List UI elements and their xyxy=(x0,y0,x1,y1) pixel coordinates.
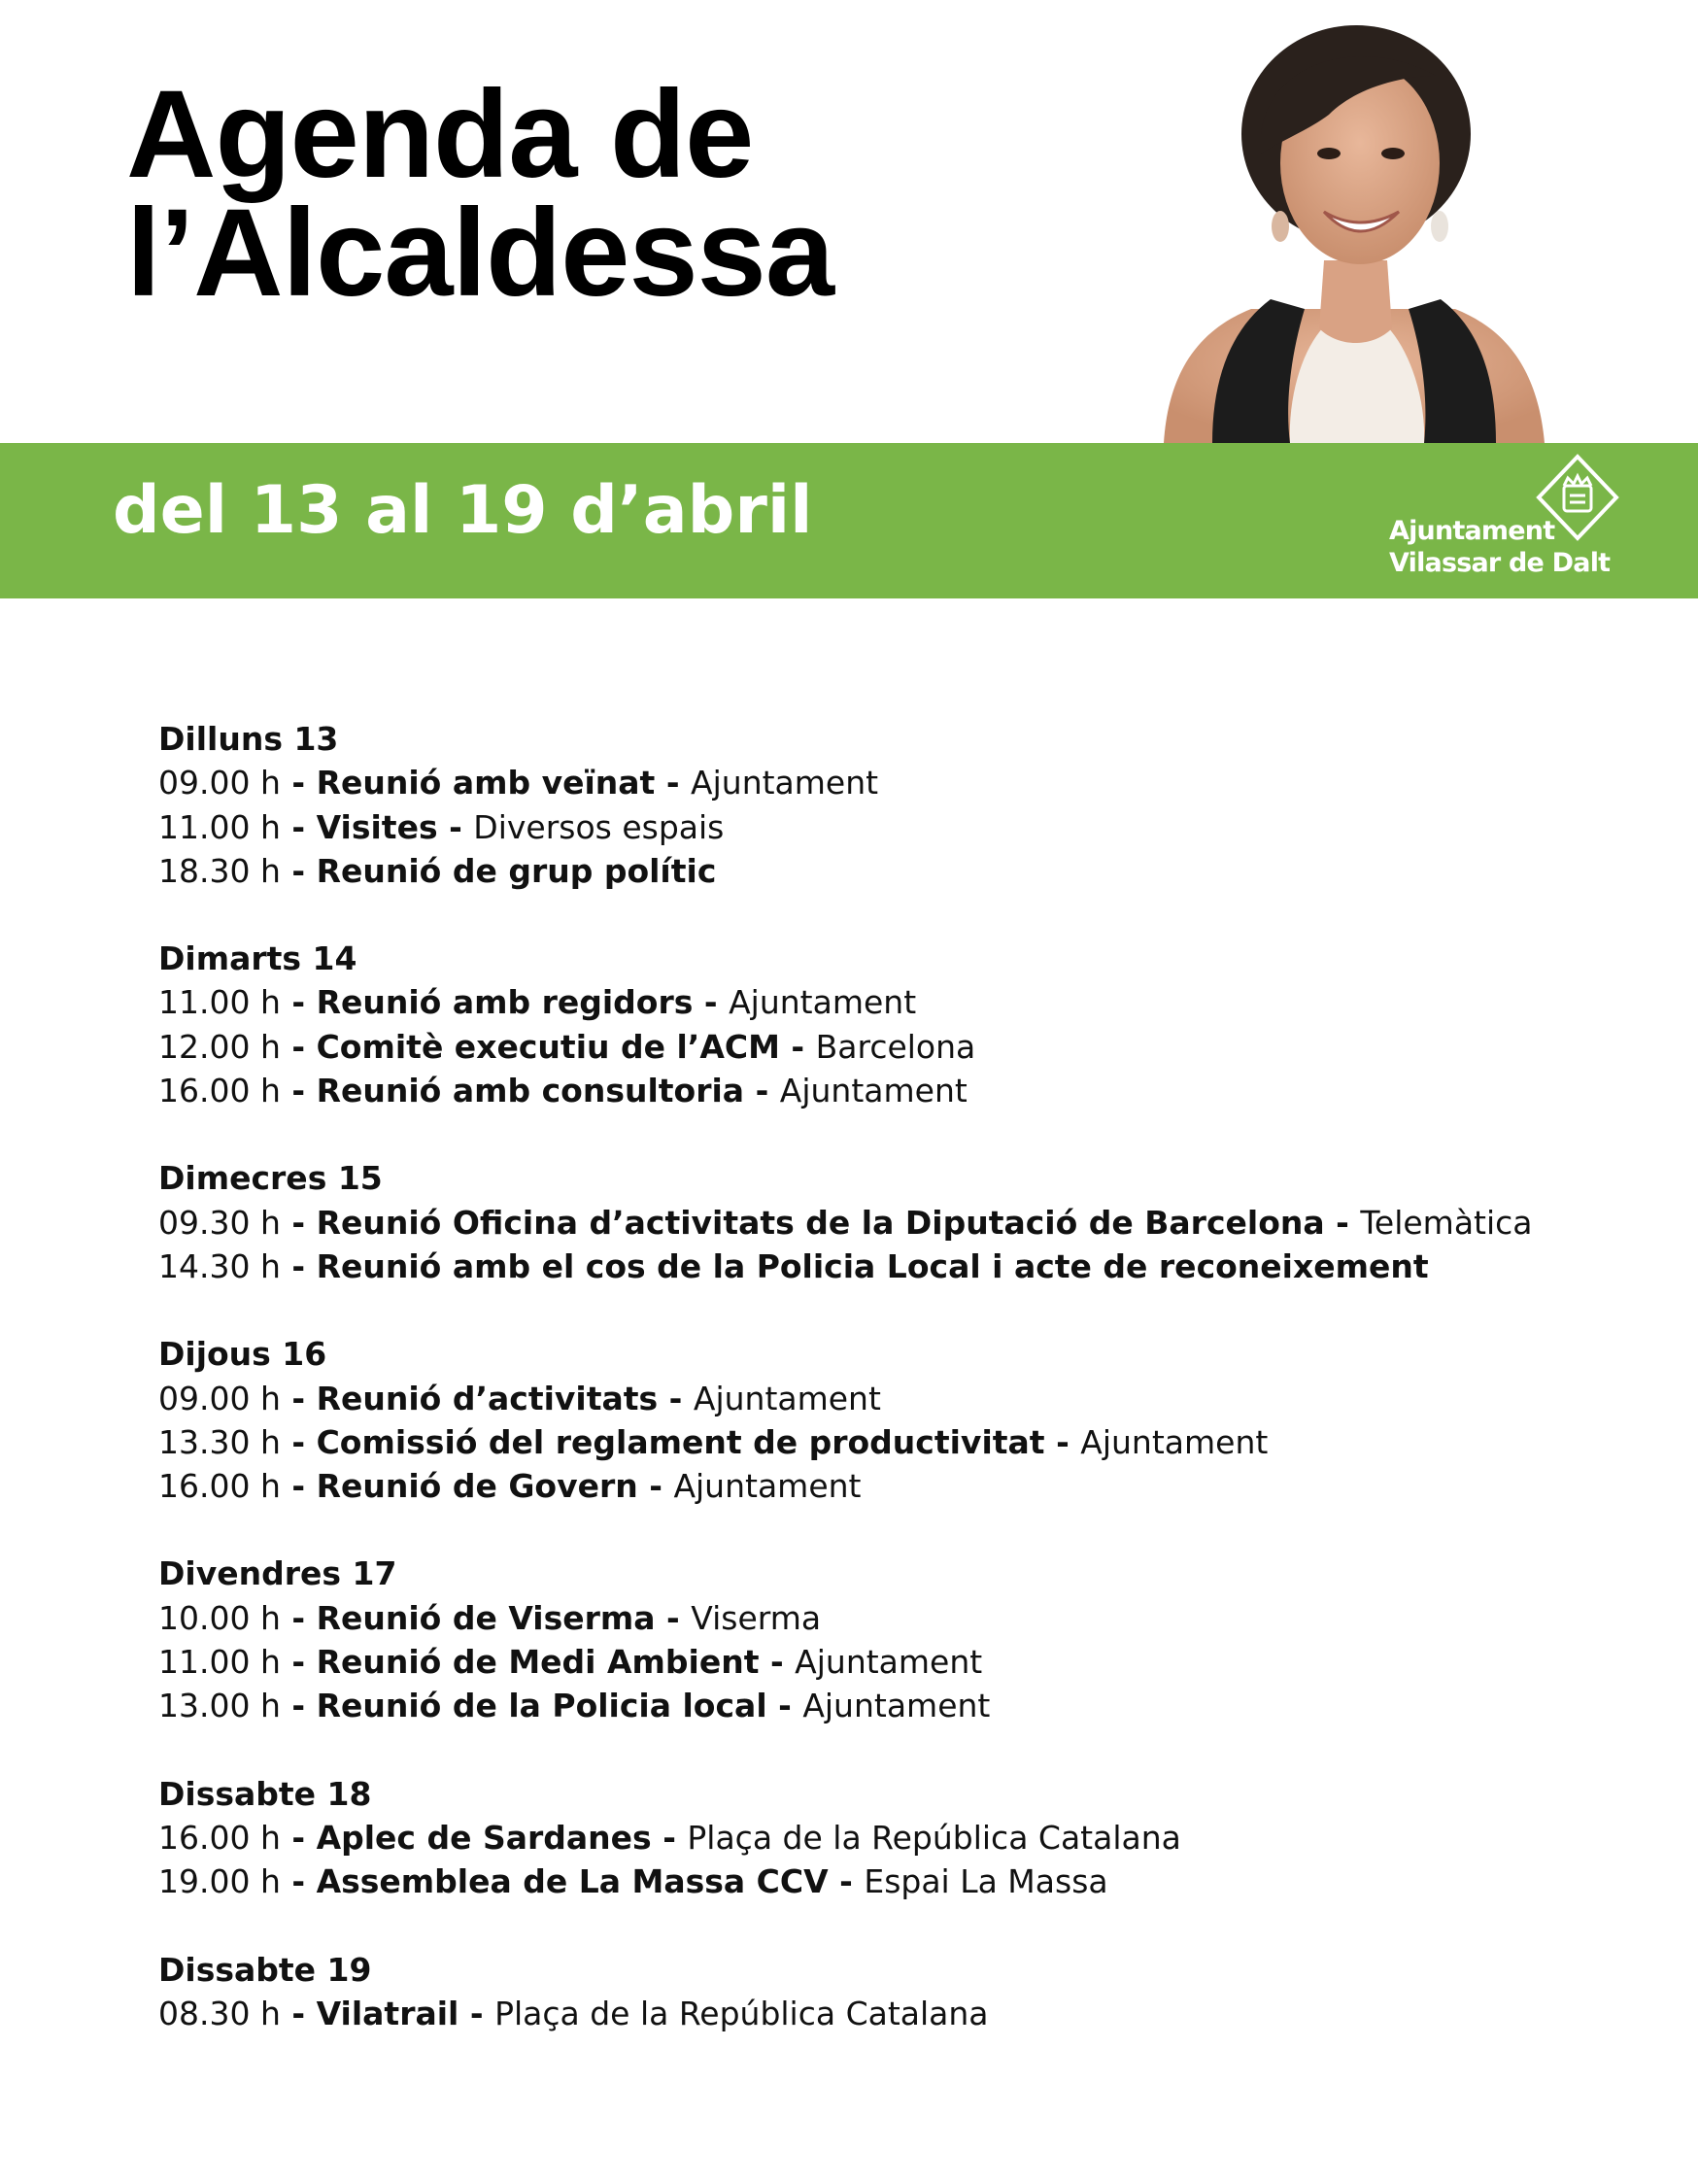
event-time: 11.00 h xyxy=(158,807,281,846)
event-place: Plaça de la República Catalana xyxy=(687,1818,1181,1857)
separator: - xyxy=(744,1072,780,1110)
agenda-event xyxy=(158,1816,1596,1860)
logo-line-2: Vilassar de Dalt xyxy=(1389,548,1611,578)
event-name: Assemblea de La Massa CCV xyxy=(316,1862,829,1901)
logo-text xyxy=(1389,515,1610,579)
event-name: Reunió amb el cos de la Policia Local i acte de reconeixement xyxy=(316,1246,1429,1285)
event-place: Ajuntament xyxy=(691,764,879,802)
ajuntament-logo xyxy=(1389,453,1642,589)
event-time: 09.00 h xyxy=(158,1379,281,1417)
title-line-2: l’Alcaldessa xyxy=(126,184,833,323)
event-place: Viserma xyxy=(691,1598,822,1637)
event-time: 14.30 h xyxy=(158,1246,281,1285)
agenda-event xyxy=(158,1245,1596,1288)
event-name: Reunió de grup polític xyxy=(316,851,717,890)
event-time: 16.00 h xyxy=(158,1818,281,1857)
event-time: 18.30 h xyxy=(158,851,281,890)
agenda-day xyxy=(158,1552,1596,1727)
event-place: Plaça de la República Catalana xyxy=(494,1994,989,2032)
event-place: Barcelona xyxy=(815,1027,976,1066)
separator: - xyxy=(693,983,730,1022)
agenda-event xyxy=(158,1596,1596,1640)
event-name: Vilatrail xyxy=(316,1994,459,2032)
agenda-day xyxy=(158,1332,1596,1508)
event-place: Espai La Massa xyxy=(864,1862,1108,1901)
event-time: 19.00 h xyxy=(158,1862,281,1901)
event-name: Comissió del reglament de productivitat xyxy=(316,1422,1045,1461)
event-place: Ajuntament xyxy=(673,1467,862,1506)
event-time: 09.30 h xyxy=(158,1203,281,1242)
event-time: 09.00 h xyxy=(158,764,281,802)
agenda-event xyxy=(158,980,1596,1024)
separator: - xyxy=(280,1379,317,1417)
day-title: Dilluns 13 xyxy=(158,720,339,758)
separator: - xyxy=(655,764,692,802)
event-place: Ajuntament xyxy=(693,1379,881,1417)
event-place: Telemàtica xyxy=(1360,1203,1533,1242)
event-time: 11.00 h xyxy=(158,983,281,1022)
separator: - xyxy=(280,1203,317,1242)
agenda-list xyxy=(158,717,1596,2079)
date-range: del 13 al 19 d’abril xyxy=(113,472,813,549)
agenda-event xyxy=(158,1684,1596,1727)
agenda-event xyxy=(158,1069,1596,1112)
event-time: 16.00 h xyxy=(158,1467,281,1506)
agenda-day xyxy=(158,1772,1596,1904)
title-line-1: Agenda de xyxy=(126,65,754,204)
separator: - xyxy=(280,1422,317,1461)
day-title: Dissabte 19 xyxy=(158,1950,372,1989)
separator: - xyxy=(280,1246,317,1285)
event-place: Ajuntament xyxy=(779,1072,968,1110)
agenda-event xyxy=(158,761,1596,804)
event-time: 12.00 h xyxy=(158,1027,281,1066)
event-name: Reunió d’activitats xyxy=(316,1379,659,1417)
day-title: Dimecres 15 xyxy=(158,1159,383,1198)
separator: - xyxy=(766,1687,803,1725)
separator: - xyxy=(280,764,317,802)
event-time: 11.00 h xyxy=(158,1643,281,1682)
event-name: Reunió de la Policia local xyxy=(316,1687,767,1725)
separator: - xyxy=(655,1598,692,1637)
agenda-event xyxy=(158,1860,1596,1903)
separator: - xyxy=(759,1643,796,1682)
agenda-event xyxy=(158,849,1596,893)
agenda-event xyxy=(158,1640,1596,1684)
event-time: 13.30 h xyxy=(158,1422,281,1461)
day-title: Dijous 16 xyxy=(158,1335,327,1374)
event-name: Reunió de Medi Ambient xyxy=(316,1643,760,1682)
separator: - xyxy=(779,1027,816,1066)
day-title: Dimarts 14 xyxy=(158,939,357,978)
event-time: 10.00 h xyxy=(158,1598,281,1637)
agenda-event xyxy=(158,1464,1596,1508)
event-name: Reunió amb consultoria xyxy=(316,1072,745,1110)
event-place: Ajuntament xyxy=(795,1643,983,1682)
page-title xyxy=(126,65,833,323)
event-place: Ajuntament xyxy=(802,1687,991,1725)
event-place: Ajuntament xyxy=(1080,1422,1269,1461)
separator: - xyxy=(280,1862,317,1901)
agenda-event xyxy=(158,1377,1596,1420)
separator: - xyxy=(280,1072,317,1110)
separator: - xyxy=(280,1643,317,1682)
agenda-day xyxy=(158,717,1596,893)
event-name: Reunió Oficina d’activitats de la Diputació de Barcelona xyxy=(316,1203,1325,1242)
separator: - xyxy=(1324,1203,1361,1242)
separator: - xyxy=(280,1994,317,2032)
separator: - xyxy=(1044,1422,1081,1461)
day-title: Divendres 17 xyxy=(158,1554,397,1593)
agenda-event xyxy=(158,1025,1596,1069)
separator: - xyxy=(280,1467,317,1506)
agenda-day xyxy=(158,937,1596,1112)
event-name: Reunió de Govern xyxy=(316,1467,638,1506)
mayor-portrait xyxy=(1144,17,1564,443)
separator: - xyxy=(658,1379,694,1417)
day-title: Dissabte 18 xyxy=(158,1774,372,1813)
agenda-event xyxy=(158,1420,1596,1464)
event-name: Aplec de Sardanes xyxy=(316,1818,652,1857)
separator: - xyxy=(437,807,474,846)
separator: - xyxy=(280,851,317,890)
separator: - xyxy=(458,1994,495,2032)
separator: - xyxy=(280,807,317,846)
event-time: 13.00 h xyxy=(158,1687,281,1725)
event-place: Ajuntament xyxy=(729,983,917,1022)
separator: - xyxy=(280,1818,317,1857)
agenda-day xyxy=(158,1948,1596,2036)
event-name: Reunió amb regidors xyxy=(316,983,694,1022)
event-name: Reunió de Viserma xyxy=(316,1598,656,1637)
separator: - xyxy=(637,1467,674,1506)
separator: - xyxy=(280,1598,317,1637)
separator: - xyxy=(280,983,317,1022)
separator: - xyxy=(280,1027,317,1066)
event-place: Diversos espais xyxy=(473,807,725,846)
agenda-day xyxy=(158,1156,1596,1288)
separator: - xyxy=(828,1862,865,1901)
event-name: Comitè executiu de l’ACM xyxy=(316,1027,780,1066)
event-name: Visites xyxy=(316,807,438,846)
separator: - xyxy=(651,1818,688,1857)
agenda-event xyxy=(158,1201,1596,1245)
logo-line-1: Ajuntament xyxy=(1389,516,1555,546)
event-time: 08.30 h xyxy=(158,1994,281,2032)
event-time: 16.00 h xyxy=(158,1072,281,1110)
event-name: Reunió amb veïnat xyxy=(316,764,656,802)
separator: - xyxy=(280,1687,317,1725)
agenda-event xyxy=(158,805,1596,849)
agenda-event xyxy=(158,1992,1596,2035)
